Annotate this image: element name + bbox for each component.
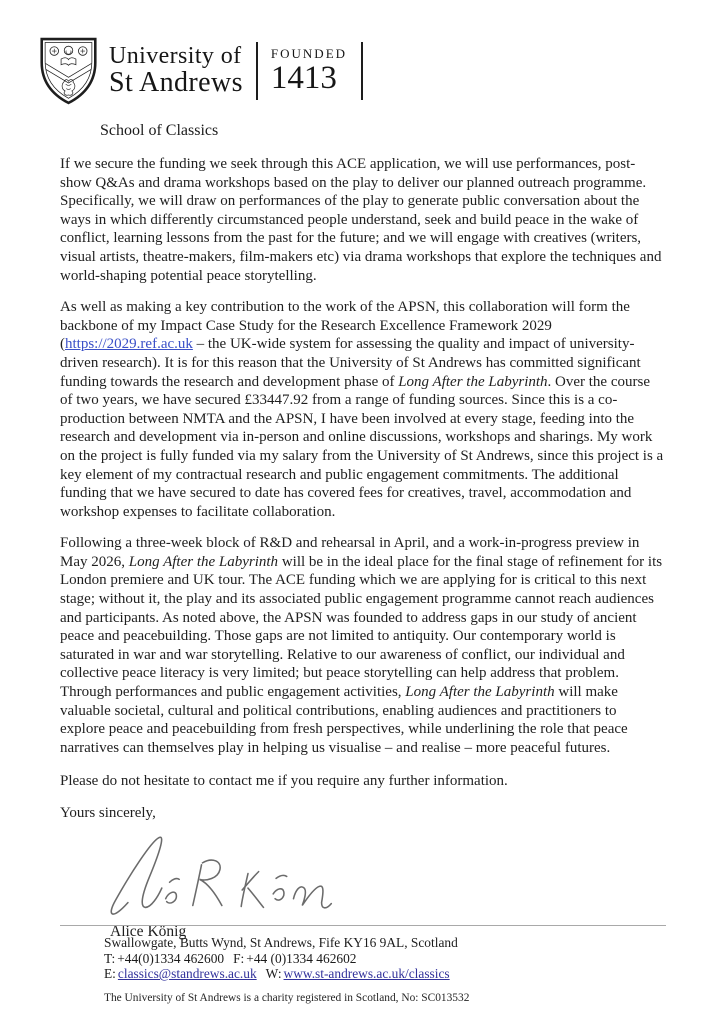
footer-phone-line xyxy=(104,951,666,967)
footer-divider xyxy=(60,925,666,926)
phone-number: +44(0)1334 462600 xyxy=(117,950,225,966)
text-segment: . Over the course of two years, we have secured £33447.92 from a range of funding sources. Since this is a co-production between NMTA and the APSN, I have been involved at every stage, feeding into the research and development via in-person and online discussions, workshops and sharings. My work on the project is fully funded via my salary from the University of St Andrews, since this project is a key element of my contractual research and public engagement commitments. The additional funding that we have secured to date has covered fees for creatives, travel, accommodation and workshop expenses to facilitate collaboration. xyxy=(60,373,664,520)
signature-image xyxy=(98,829,664,921)
text-segment: If we secure the funding we seek through this ACE application, we will use performances, post-show Q&As and drama workshops based on the play to deliver our planned outreach programme. Specifically, we will draw on performances of the play to generate public conversation about the ways in which differently circumstanced people understand, seek and build peace in the wake of conflict, learning lessons from the past for the future; and we will engage with creatives (writers, visual artists, theatre-makers, film-makers etc) via drama workshops that explore the techniques and world-shaping potential peace storytelling. xyxy=(60,156,662,284)
university-name-line2: St Andrews xyxy=(109,66,243,98)
text-segment: Please do not hesitate to contact me if you require any further information. xyxy=(60,773,508,790)
email-link[interactable]: classics@standrews.ac.uk xyxy=(117,966,257,982)
web-label: W: xyxy=(265,966,282,982)
text-segment: will be in the ideal place for the final stage of refinement for its London premiere and UK tour. The ACE funding which we are applying for is critical to this next stage; without it, the play and its associated public engagement programme cannot reach audiences and participants. As noted above, the APSN was founded to address gaps in our study of ancient peace and peacebuilding. Those gaps are not limited to antiquity. Our contemporary world is saturated in war and war storytelling. Relative to our awareness of conflict, our individual and collective peace literacy is very limited; but peace storytelling can help address that problem. Through performances and public engagement activities, xyxy=(60,553,663,701)
founded-year: 1413 xyxy=(270,59,337,96)
logo-divider-left xyxy=(256,42,258,100)
university-logo xyxy=(40,36,666,106)
university-name-line1: University of xyxy=(109,43,242,70)
text-segment: will make valuable societal, cultural and political contributions, enabling audiences and practitioners to explore peace and peacebuilding from fresh perspectives, while underlining the role that peace narratives can themselves play in helping us visualise – and realise – more peaceful futures. xyxy=(60,684,628,756)
text-segment: As well as making a key contribution to the work of the APSN, this collaboration will form the backbone of my Impact Case Study for the Research Excellence Framework 2029 ( xyxy=(60,299,630,353)
footer-address: Swallowgate, Butts Wynd, St Andrews, Fife KY16 9AL, Scotland xyxy=(104,935,458,950)
university-name xyxy=(109,44,243,97)
text-segment: Yours sincerely, xyxy=(60,805,156,821)
text-segment: – the UK-wide system for assessing the quality and impact of university-driven research). It is for this reason that the University of St Andrews has committed significant funding towards the research and development phase of xyxy=(60,336,641,390)
email-label: E: xyxy=(104,966,116,982)
letter-paragraph xyxy=(60,534,664,757)
letter-closing-contact xyxy=(60,772,664,791)
phone-label: T: xyxy=(104,950,116,966)
text-segment: Long After the Labyrinth xyxy=(398,373,548,390)
fax-number: +44 (0)1334 462602 xyxy=(246,950,357,966)
letter-footer xyxy=(60,922,666,1004)
letter-valediction xyxy=(60,804,664,823)
footer-links-line xyxy=(104,966,666,982)
letter-paragraph xyxy=(60,298,664,521)
website-link[interactable]: www.st-andrews.ac.uk/classics xyxy=(283,966,450,982)
text-segment: Long After the Labyrinth xyxy=(128,553,279,570)
letterhead xyxy=(60,36,666,140)
school-name: School of Classics xyxy=(100,122,219,139)
letter-paragraph xyxy=(60,155,664,285)
university-crest-icon xyxy=(40,37,97,105)
logo-divider-right xyxy=(361,42,363,100)
charity-registration-note: The University of St Andrews is a charity registered in Scotland, No: SC013532 xyxy=(104,991,470,1004)
text-segment: Following a three-week block of R&D and rehearsal in April, and a work-in-progress preview in May 2026, xyxy=(60,535,640,570)
letter-body xyxy=(60,155,664,941)
founded-label: FOUNDED xyxy=(270,45,348,61)
founded-block xyxy=(271,47,347,96)
signatory-name: Alice König xyxy=(110,922,187,940)
footer-contact-block xyxy=(104,935,666,982)
fax-label: F: xyxy=(233,950,245,966)
text-segment: Long After the Labyrinth xyxy=(405,684,555,701)
inline-hyperlink[interactable]: https://2029.ref.ac.uk xyxy=(65,336,193,353)
